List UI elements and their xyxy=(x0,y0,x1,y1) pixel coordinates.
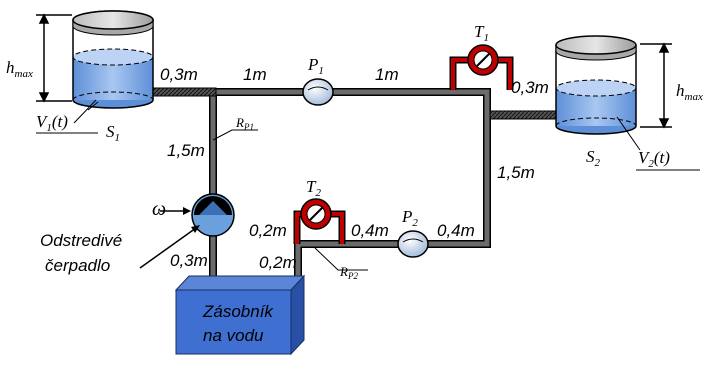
reservoir-name-line2: na vodu xyxy=(203,326,264,345)
pump-name-line1: Odstredivé xyxy=(40,231,123,250)
t1-label: $T_1$ xyxy=(474,22,489,44)
gauge-t2 xyxy=(297,199,342,244)
s1-label: $S_1$ xyxy=(106,122,120,144)
flowmeter-p2 xyxy=(398,231,428,257)
flowmeter-p1 xyxy=(303,79,333,105)
length-top-seg-2: 1m xyxy=(375,65,399,84)
length-pump-to-tank: 0,3m xyxy=(170,251,208,270)
length-right-vertical: 1,5m xyxy=(497,163,535,182)
gauge-t1 xyxy=(453,45,510,90)
length-bottom-up: 0,2m xyxy=(249,221,287,240)
p1-label: $P_1$ xyxy=(308,55,324,77)
tank-s1 xyxy=(73,11,153,108)
s2-label: $S_2$ xyxy=(586,147,600,169)
length-top-right-hose: 0,3m xyxy=(511,78,549,97)
centrifugal-pump xyxy=(192,194,234,236)
omega-label: ω xyxy=(152,198,167,220)
reservoir-name-line1: Zásobník xyxy=(203,302,273,321)
v1-label: $V_1(t)$ xyxy=(36,112,68,134)
tank-s2 xyxy=(556,36,636,134)
length-bottom-seg-2: 0,4m xyxy=(437,221,475,240)
hmax-left-marker xyxy=(36,15,72,101)
rp1-label: $R_{P1}$ xyxy=(236,115,254,132)
pump-name-line2: čerpadlo xyxy=(45,256,111,275)
hmax-right-label: $h_{max}$ xyxy=(676,81,703,103)
t2-label: $T_2$ xyxy=(306,177,321,199)
p2-label: $P_2$ xyxy=(402,207,418,229)
length-top-left-hose: 0,3m xyxy=(160,65,198,84)
hmax-left-label: $h_{max}$ xyxy=(6,58,33,80)
hmax-right-marker xyxy=(640,44,672,127)
length-bottom-seg-1: 0,4m xyxy=(351,221,389,240)
v2-label: $V_2(t)$ xyxy=(638,148,670,170)
hose-left xyxy=(148,88,216,96)
hose-right xyxy=(490,111,560,119)
length-bottom-left: 0,2m xyxy=(259,253,297,272)
length-top-seg-1: 1m xyxy=(243,65,267,84)
rp2-label: $R_{P2}$ xyxy=(340,264,358,281)
length-left-vertical: 1,5m xyxy=(167,141,205,160)
